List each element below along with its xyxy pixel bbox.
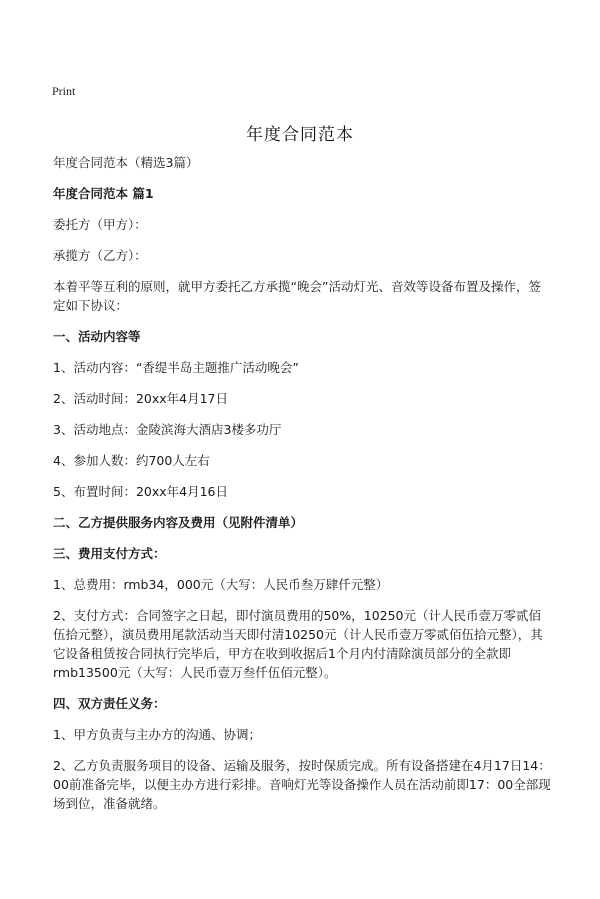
section-heading-payment: 三、费用支付方式： bbox=[53, 546, 166, 561]
section-heading-activity: 一、活动内容等 bbox=[53, 329, 141, 344]
list-item-attendees: 4、参加人数：约700人左右 bbox=[53, 453, 210, 468]
document-body bbox=[53, 153, 553, 825]
paragraph-party-b: 承揽方（乙方）： bbox=[53, 248, 147, 263]
paragraph-party-a: 委托方（甲方）： bbox=[53, 217, 147, 232]
list-item-setup-time: 5、布置时间：20xx年4月16日 bbox=[53, 484, 229, 499]
list-item-party-b-duty: 2、乙方负责服务项目的设备、运输及服务，按时保质完成。所有设备搭建在4月17日14：00前准备完毕，以便主办方进行彩排。音响灯光等设备操作人员在活动前即17：00全部现场到位，准备就绪。 bbox=[53, 758, 551, 811]
list-item-activity-time: 2、活动时间：20xx年4月17日 bbox=[53, 391, 229, 406]
paragraph-subtitle: 年度合同范本（精选3篇） bbox=[53, 155, 199, 170]
section-heading-part1: 年度合同范本 篇1 bbox=[53, 186, 154, 201]
list-item-payment-method: 2、支付方式：合同签字之日起，即付演员费用的50%，10250元（计人民币壹万零贰佰伍拾元整），演员费用尾款活动当天即付清10250元（计人民币壹万零贰佰伍拾元整），其它设备租赁按合同执行完毕后，甲方在收到收据后1个月内付清除演员部分的全款即rmb13500元（大写：人民币壹万叁仟伍佰元整）。 bbox=[53, 608, 543, 680]
list-item-party-a-duty: 1、甲方负责与主办方的沟通、协调； bbox=[53, 727, 261, 742]
list-item-activity-location: 3、活动地点：金陵滨海大酒店3楼多功厅 bbox=[53, 422, 282, 437]
list-item-activity-content: 1、活动内容：“香缇半岛主题推广活动晚会” bbox=[53, 360, 299, 375]
section-heading-responsibilities: 四、双方责任义务： bbox=[53, 696, 166, 711]
document-title: 年度合同范本 bbox=[246, 125, 354, 145]
section-heading-services: 二、乙方提供服务内容及费用（见附件清单） bbox=[53, 515, 304, 530]
list-item-total-fee: 1、总费用：rmb34，000元（大写：人民币叁万肆仟元整） bbox=[53, 577, 389, 592]
paragraph-intro: 本着平等互利的原则，就甲方委托乙方承揽“晚会”活动灯光、音效等设备布置及操作，签定如下协议： bbox=[53, 279, 541, 313]
print-label: Print bbox=[52, 84, 76, 98]
